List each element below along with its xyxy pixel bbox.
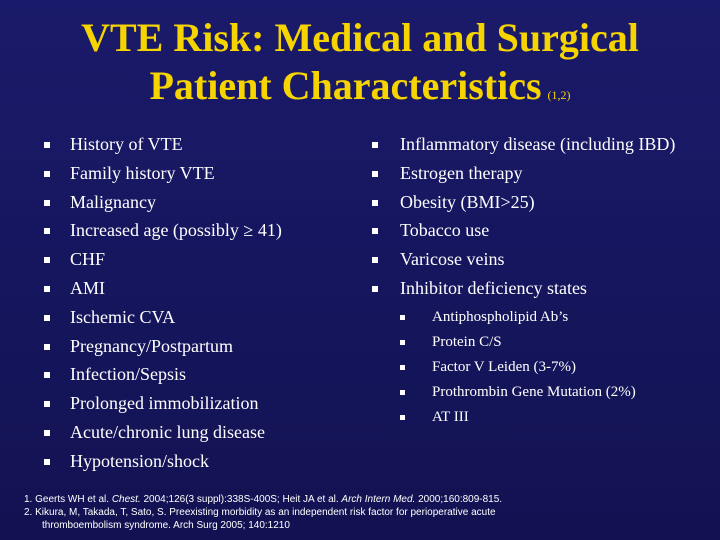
square-bullet-icon [44, 257, 50, 263]
references [24, 493, 714, 532]
list-item [368, 274, 708, 430]
square-bullet-icon [372, 257, 378, 263]
sub-list-item-text: Prothrombin Gene Mutation (2%) [432, 383, 636, 400]
reference-1-part-b: 2004;126(3 suppl):338S-400S; Heit JA et al. [140, 494, 342, 505]
list-item [40, 447, 350, 476]
sub-list-item [400, 380, 708, 405]
square-bullet-icon [400, 340, 405, 345]
title-line-2-text: Patient Characteristics [149, 63, 542, 108]
list-item [40, 188, 350, 217]
square-bullet-icon [44, 171, 50, 177]
list-item-text: Infection/Sepsis [70, 364, 186, 385]
list-item [368, 245, 708, 274]
right-bullet-list [368, 130, 708, 430]
sub-list-item-text: Antiphospholipid Ab’s [432, 308, 569, 325]
list-item-text: Family history VTE [70, 162, 215, 183]
square-bullet-icon [44, 401, 50, 407]
list-item-text: AMI [70, 277, 105, 298]
list-item [40, 418, 350, 447]
sub-list-item [400, 355, 708, 380]
square-bullet-icon [372, 142, 378, 148]
square-bullet-icon [44, 315, 50, 321]
list-item [40, 360, 350, 389]
title-line-1: VTE Risk: Medical and Surgical [81, 15, 639, 60]
reference-1 [24, 493, 714, 506]
list-item [40, 245, 350, 274]
inhibitor-sub-list [400, 305, 708, 430]
square-bullet-icon [44, 286, 50, 292]
list-item-text: Inflammatory disease (including IBD) [400, 134, 676, 154]
list-item-text: Tobacco use [400, 220, 490, 241]
square-bullet-icon [400, 365, 405, 370]
reference-1-journal-2: Arch Intern Med. [341, 494, 416, 505]
slide-title [0, 14, 720, 119]
sub-list-item [400, 405, 708, 430]
list-item-text: CHF [70, 249, 106, 270]
sub-list-item [400, 330, 708, 355]
list-item [40, 130, 350, 159]
square-bullet-icon [372, 228, 378, 234]
sub-list-item-text: AT III [432, 408, 469, 425]
list-item [368, 130, 708, 159]
square-bullet-icon [44, 228, 50, 234]
list-item-text: Increased age (possibly ≥ 41) [70, 220, 282, 241]
square-bullet-icon [400, 390, 405, 395]
title-reference: (1,2) [547, 88, 571, 102]
square-bullet-icon [44, 344, 50, 350]
sub-list-item-text: Factor V Leiden (3-7%) [432, 358, 576, 375]
list-item [40, 216, 350, 245]
list-item-text: History of VTE [70, 134, 183, 154]
left-bullet-list [40, 130, 350, 476]
list-item-text: Prolonged immobilization [70, 393, 259, 414]
list-item [40, 332, 350, 361]
square-bullet-icon [44, 142, 50, 148]
list-item-text: Pregnancy/Postpartum [70, 335, 233, 356]
list-item [40, 274, 350, 303]
reference-1-part-a: 1. Geerts WH et al. [24, 494, 112, 505]
list-item-text: Malignancy [70, 191, 156, 212]
list-item [368, 216, 708, 245]
square-bullet-icon [44, 372, 50, 378]
square-bullet-icon [400, 315, 405, 320]
reference-2-line-1: 2. Kikura, M, Takada, T, Sato, S. Preexisting morbidity as an independent risk factor for perioperative acute [24, 507, 496, 518]
list-item-text: Acute/chronic lung disease [70, 421, 265, 442]
reference-2-line-2: thromboembolism syndrome. Arch Surg 2005; 140:1210 [42, 520, 290, 531]
list-item-text: Ischemic CVA [70, 306, 176, 327]
title-line-2 [0, 62, 720, 119]
square-bullet-icon [44, 430, 50, 436]
square-bullet-icon [372, 200, 378, 206]
square-bullet-icon [400, 415, 405, 420]
square-bullet-icon [372, 171, 378, 177]
square-bullet-icon [44, 200, 50, 206]
list-item-text: Varicose veins [400, 249, 505, 270]
list-item-text: Obesity (BMI>25) [400, 191, 535, 212]
square-bullet-icon [44, 459, 50, 465]
list-item [368, 188, 708, 217]
list-item [40, 159, 350, 188]
list-item [40, 303, 350, 332]
list-item [368, 159, 708, 188]
list-item [40, 389, 350, 418]
list-item-text: Estrogen therapy [400, 162, 523, 183]
sub-list-item [400, 305, 708, 330]
list-item-text: Inhibitor deficiency states [400, 277, 587, 298]
square-bullet-icon [372, 286, 378, 292]
reference-1-journal-1: Chest. [111, 494, 141, 505]
list-item-text: Hypotension/shock [70, 450, 209, 471]
reference-1-part-c: 2000;160:809-815. [415, 494, 503, 505]
sub-list-item-text: Protein C/S [432, 333, 502, 350]
